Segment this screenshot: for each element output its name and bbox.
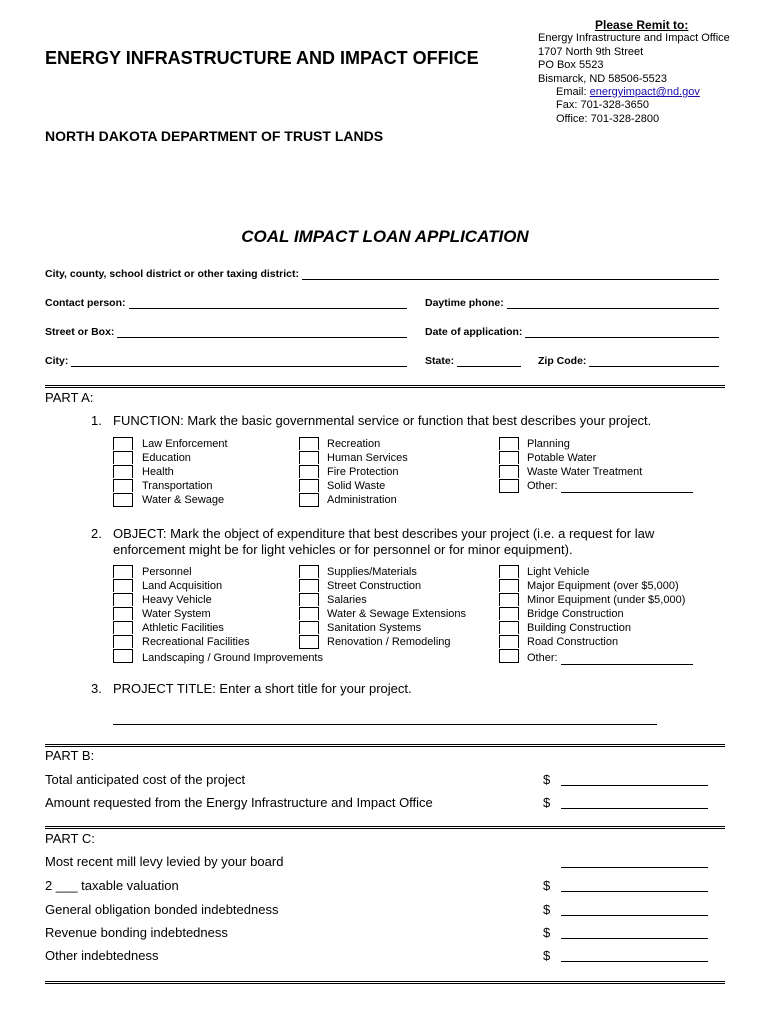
option-label: Renovation / Remodeling — [327, 636, 451, 648]
street-label: Street or Box: — [45, 326, 115, 338]
city-label: City: — [45, 355, 69, 367]
checkbox[interactable] — [499, 607, 519, 620]
date-label: Date of application: — [425, 326, 523, 338]
checkbox[interactable] — [499, 479, 519, 493]
remit-city: Bismarck, ND 58506-5523 — [538, 72, 668, 85]
option-label: Education — [142, 452, 191, 464]
dollar-sign: $ — [543, 772, 551, 787]
part-b-label: PART B: — [45, 748, 95, 763]
go-bonded-label: General obligation bonded indebtedness — [45, 902, 279, 917]
checkbox[interactable] — [113, 579, 133, 592]
option-label: Minor Equipment (under $5,000) — [527, 594, 686, 606]
option-label: Potable Water — [527, 452, 597, 464]
option-label: Supplies/Materials — [327, 566, 417, 578]
divider-bottom — [45, 981, 725, 984]
revenue-bonding-label: Revenue bonding indebtedness — [45, 925, 228, 940]
checkbox[interactable] — [113, 607, 133, 620]
option-label: Landscaping / Ground Improvements — [142, 652, 323, 664]
district-field[interactable] — [45, 268, 719, 280]
checkbox[interactable] — [299, 579, 319, 592]
dollar-sign: $ — [543, 878, 551, 893]
checkbox[interactable] — [499, 621, 519, 634]
q2-text-line1: OBJECT: Mark the object of expenditure that best describes your project (i.e. a request for law — [113, 526, 655, 541]
revenue-bonding-line[interactable] — [561, 938, 708, 939]
checkbox[interactable] — [113, 465, 133, 478]
divider-part-a — [45, 385, 725, 388]
mill-levy-label: Most recent mill levy levied by your board — [45, 854, 284, 869]
go-bonded-line[interactable] — [561, 915, 708, 916]
total-cost-label: Total anticipated cost of the project — [45, 772, 246, 787]
project-title-line[interactable] — [113, 724, 657, 725]
q2-number: 2. — [91, 526, 102, 541]
option-label: Other: — [527, 652, 558, 664]
remit-email-label: Email: — [556, 86, 590, 99]
option-label: Administration — [327, 494, 397, 506]
dollar-sign: $ — [543, 902, 551, 917]
option-label: Water & Sewage — [142, 494, 225, 506]
remit-street: 1707 North 9th Street — [538, 45, 644, 58]
object-other-line[interactable] — [561, 664, 693, 665]
remit-name: Energy Infrastructure and Impact Office — [538, 32, 730, 45]
remit-heading: Please Remit to: — [595, 18, 689, 32]
checkbox[interactable] — [299, 621, 319, 634]
option-label: Personnel — [142, 566, 192, 578]
amount-requested-line[interactable] — [561, 808, 708, 809]
contact-label: Contact person: — [45, 297, 126, 309]
option-label: Heavy Vehicle — [142, 594, 212, 606]
state-label: State: — [425, 355, 455, 367]
date-field[interactable] — [425, 326, 719, 338]
phone-field[interactable] — [425, 297, 719, 309]
option-label: Building Construction — [527, 622, 631, 634]
total-cost-line[interactable] — [561, 785, 708, 786]
dollar-sign: $ — [543, 795, 551, 810]
option-label: Salaries — [327, 594, 367, 606]
option-label: Water System — [142, 608, 211, 620]
remit-email-link[interactable]: energyimpact@nd.gov — [589, 86, 700, 99]
function-other-line[interactable] — [561, 492, 693, 493]
option-label: Human Services — [327, 452, 408, 464]
mill-levy-line[interactable] — [561, 867, 708, 868]
checkbox[interactable] — [299, 465, 319, 478]
checkbox[interactable] — [299, 593, 319, 606]
checkbox[interactable] — [299, 437, 319, 450]
checkbox[interactable] — [113, 621, 133, 634]
checkbox[interactable] — [113, 635, 133, 648]
function-other-row[interactable] — [527, 479, 693, 493]
checkbox[interactable] — [113, 479, 133, 492]
checkbox[interactable] — [499, 593, 519, 606]
option-label: Major Equipment (over $5,000) — [527, 580, 679, 592]
checkbox[interactable] — [299, 565, 319, 578]
option-label: Land Acquisition — [142, 580, 223, 592]
option-label: Recreational Facilities — [142, 636, 250, 648]
remit-office: Office: 701-328-2800 — [556, 112, 660, 125]
remit-block — [538, 19, 730, 126]
city-field[interactable] — [45, 355, 407, 367]
option-label: Athletic Facilities — [142, 622, 224, 634]
checkbox[interactable] — [499, 635, 519, 648]
option-label: Bridge Construction — [527, 608, 624, 620]
street-field[interactable] — [45, 326, 407, 338]
option-label: Light Vehicle — [527, 566, 590, 578]
checkbox[interactable] — [113, 451, 133, 464]
zip-field[interactable] — [538, 355, 719, 367]
q1-text: FUNCTION: Mark the basic governmental service or function that best describes your project. — [113, 413, 652, 428]
district-label: City, county, school district or other taxing district: — [45, 268, 299, 280]
object-other-row[interactable] — [527, 651, 693, 665]
checkbox[interactable] — [113, 565, 133, 578]
option-label: Sanitation Systems — [327, 622, 422, 634]
org-title: ENERGY INFRASTRUCTURE AND IMPACT OFFICE — [45, 48, 479, 68]
q3-number: 3. — [91, 681, 102, 696]
option-label: Water & Sewage Extensions — [327, 608, 466, 620]
q3-text: PROJECT TITLE: Enter a short title for your project. — [113, 681, 412, 696]
taxable-valuation-label: 2 ___ taxable valuation — [45, 878, 179, 893]
dollar-sign: $ — [543, 948, 551, 963]
option-label: Road Construction — [527, 636, 619, 648]
checkbox[interactable] — [299, 607, 319, 620]
q2-text-line2: enforcement might be for light vehicles or for personnel or for minor equipment). — [113, 542, 573, 557]
option-label: Other: — [527, 480, 558, 492]
option-label: Transportation — [142, 480, 213, 492]
remit-fax: Fax: 701-328-3650 — [556, 99, 649, 112]
part-a-label: PART A: — [45, 390, 94, 405]
divider-part-b — [45, 744, 725, 747]
checkbox[interactable] — [499, 649, 519, 663]
taxable-valuation-line[interactable] — [561, 891, 708, 892]
checkbox[interactable] — [113, 593, 133, 606]
amount-requested-label: Amount requested from the Energy Infrastructure and Impact Office — [45, 795, 433, 810]
contact-field[interactable] — [45, 297, 407, 309]
dollar-sign: $ — [543, 925, 551, 940]
option-label: Waste Water Treatment — [527, 466, 643, 478]
zip-label: Zip Code: — [538, 355, 587, 367]
checkbox[interactable] — [299, 451, 319, 464]
checkbox[interactable] — [499, 451, 519, 464]
option-label: Fire Protection — [327, 466, 399, 478]
option-label: Planning — [527, 438, 570, 450]
other-indebtedness-label: Other indebtedness — [45, 948, 159, 963]
checkbox[interactable] — [113, 493, 133, 507]
dept-title: NORTH DAKOTA DEPARTMENT OF TRUST LANDS — [45, 128, 384, 144]
part-c-label: PART C: — [45, 831, 95, 846]
divider-part-c — [45, 826, 725, 829]
other-indebtedness-line[interactable] — [561, 961, 708, 962]
phone-label: Daytime phone: — [425, 297, 504, 309]
form-title: COAL IMPACT LOAN APPLICATION — [241, 227, 529, 246]
state-field[interactable] — [425, 355, 521, 367]
checkbox[interactable] — [113, 649, 133, 663]
option-label: Street Construction — [327, 580, 422, 592]
checkbox[interactable] — [113, 437, 133, 450]
option-label: Solid Waste — [327, 480, 386, 492]
checkbox[interactable] — [499, 465, 519, 478]
remit-email-row — [538, 86, 730, 99]
checkbox[interactable] — [299, 635, 319, 649]
option-label: Health — [142, 466, 174, 478]
checkbox[interactable] — [499, 579, 519, 592]
checkbox[interactable] — [299, 493, 319, 507]
checkbox[interactable] — [499, 437, 519, 450]
checkbox[interactable] — [299, 479, 319, 492]
remit-po-box: PO Box 5523 — [538, 59, 604, 72]
option-label: Recreation — [327, 438, 381, 450]
option-label: Law Enforcement — [142, 438, 228, 450]
q1-number: 1. — [91, 413, 102, 428]
checkbox[interactable] — [499, 565, 519, 578]
